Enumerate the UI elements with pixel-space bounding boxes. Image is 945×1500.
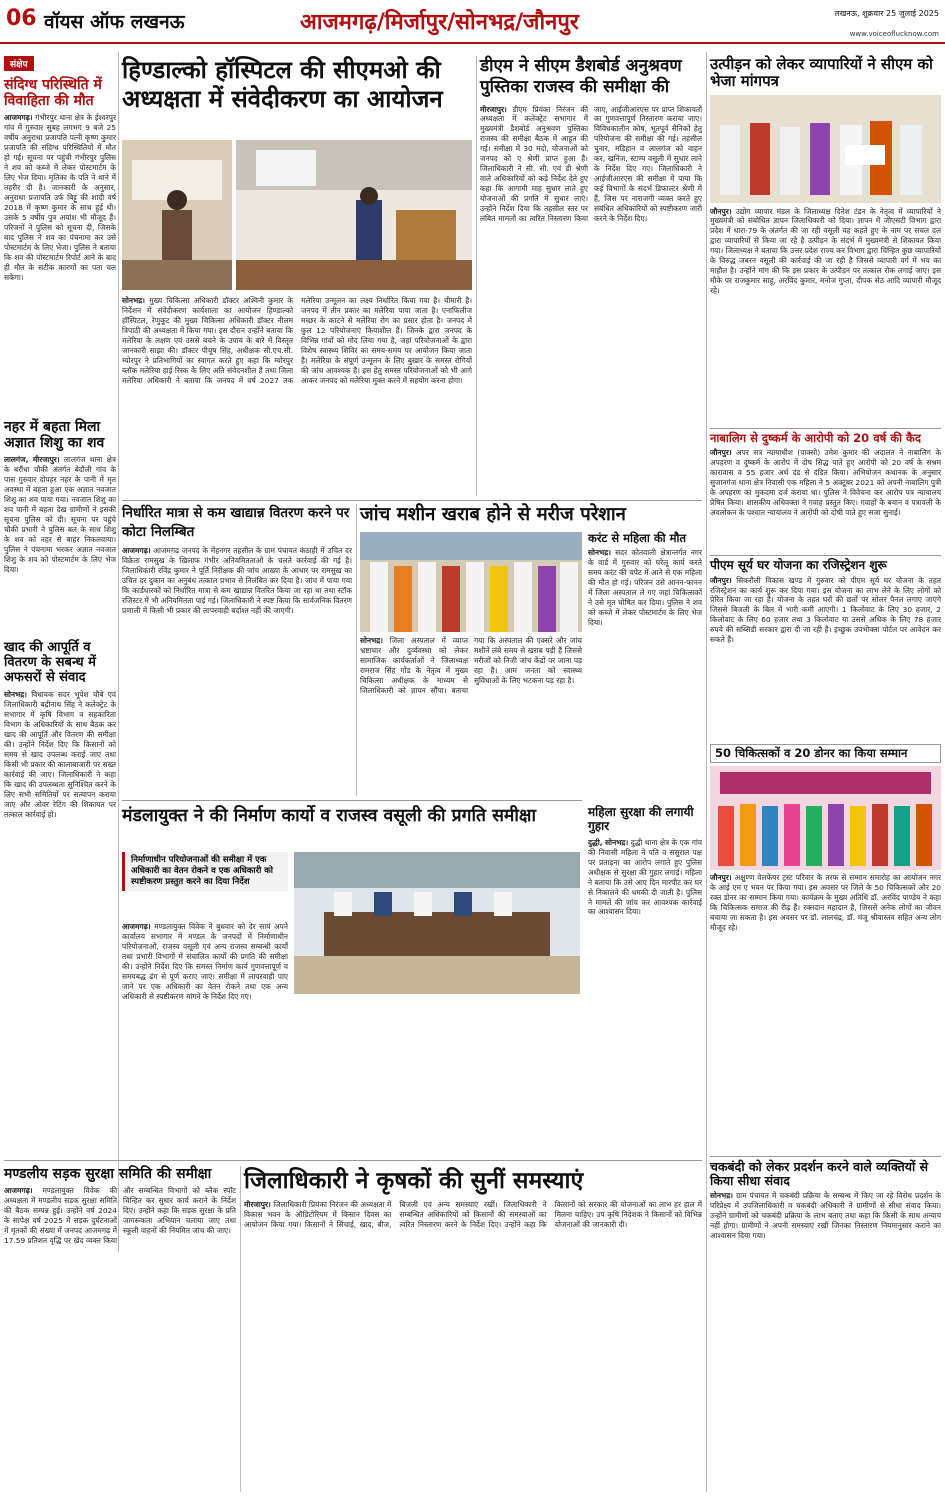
story-body [588, 548, 702, 668]
story-doctors-honoured [710, 744, 941, 1153]
story-dateline: सोनभद्र। [4, 690, 27, 700]
story-headline: खाद की आपूर्ति व वितरण के सबन्ध में अफसरों से संवाद [4, 640, 96, 686]
story-text: डीएम प्रियंका निरंजन की अध्यक्षता में कलेक्ट्रेट सभागार में मुख्यमंत्री डैशबोर्ड अनुश्रवण पुस्तिका राजस्व की समीक्षा बैठक में आहूत की गई। समीक्षा में 30 मदो, योजनाओं को जनपद को ए श्रेणी प्राप्त हुआ है। जिलाधिकारी ने सी. सी. एवं डी श्रेणी वाले अधिकारियों को कड़े निर्देश देते हुए कहा कि आगामी माह सुधार लाते हुए योजनाओं की प्रगति में सुधार लाएं। उन्होंने निर्देश दिया कि तहसील स्तर पर लंबित मामलों का त्वरित निस्तारण किया जाए, आईजीआरएस पर प्राप्त शिकायतों का गुणवत्तापूर्ण निस्तारण कराया जाए। विविधकालीन कोष, भूतपूर्व सैनिकों हेतु परियोजना की समीक्षा की गई। तहसील चुनार, मड़िहान व लालगंज को वाहन कर, खनिज, स्टाम्प वसूली में सुधार लाने के निर्देश दिए गए। जिलाधिकारी ने आईजीआरएस की समीक्षा में पाया कि कई विभागों के संदर्भ डिफाल्टर श्रेणी में हैं, जिस पर नाराजगी व्यक्त करते हुए संबंधित अधिकारियों को स्पष्टीकरण जारी करने के निर्देश दिए। [480, 104, 702, 224]
story-text: आजमगढ़ जनपद के मेंहनगर तहसील के ग्राम पंचायत कंठाही में उचित दर विक्रेता रामसुख के खिलाफ गंभीर अनियमितताओं के चलते कार्रवाई की गई है। जिलाधिकारी रविंद्र कुमार ने पूर्ति निरीक्षक की जांच आख्या के आधार पर रामसुख का उचित दर दुकान का अनुबंध तत्काल प्रभाव से निलंबित कर दिया है। जांच में पाया गया कि कार्डधारकों को निर्धारित मात्रा से कम खाद्यान्न वितरित किया जा रहा था तथा स्टॉक रजिस्टर में भी अनियमितता पाई गई। जिलाधिकारी ने स्पष्ट किया कि सार्वजनिक वितरण प्रणाली में किसी भी प्रकार की लापरवाही बर्दाश्त नहीं की जाएगी। [122, 545, 352, 615]
website: www.voiceoflucknow.com [849, 30, 939, 38]
section-divider [4, 1160, 702, 1161]
story-text: मण्डलायुक्त विवेक ने बुधवार को देर सायं अपने कार्यालय सभागार में मण्डल के जनपदों में निर्माणाधीन परियोजनाओं, राजस्व वसूली एवं अन्य राजस्व सम्बन्धी कार्यों तथा प्रभारी विभागों में संचालित कार्यों की प्रगति की समीक्षा की। उन्होंने निर्देश दिए कि समस्त निर्माण कार्य गुणवत्तापूर्ण व समयबद्ध ढंग से पूर्ण कराए जाएं। समीक्षा में लापरवाही पाए जाने पर एक अधिकारी का वेतन रोकने तथा एक अन्य अधिकारी से स्पष्टीकरण मांगने के निर्देश दिए गए। [122, 922, 288, 1001]
story-body [4, 455, 116, 635]
story-body [480, 105, 702, 475]
story-headline: करंट से महिला की मौत [588, 531, 687, 545]
story-headline: डीएम ने सीएम डैशबोर्ड अनुश्रवण पुस्तिका राजस्व की समीक्षा की [480, 56, 682, 98]
story-body [710, 207, 941, 425]
story-headline: चकबंदी को लेकर प्रदर्शन करने वाले व्यक्तियों से किया सीधा संवाद [710, 1158, 929, 1189]
story-dateline: लालगंज, मीरजापुर। [4, 455, 60, 465]
photo-meeting [294, 852, 580, 994]
story-text: मण्डलायुक्त विवेक की अध्यक्षता में मण्डलीय सड़क सुरक्षा समिति की बैठक सम्पन्न हुई। उन्होंने वर्ष 2024 के सापेक्ष वर्ष 2025 में सड़क दुर्घटनाओं में मृतकों की संख्या में जनपद आजमगढ़ में 17.59 प्रतिशत वृद्धि पर खेद व्यक्त किया और सम्बन्धित विभागों को ब्लैक स्पॉट चिन्हित कर सुधार कार्य कराने के निर्देश दिए। उन्होंने कहा कि सड़क सुरक्षा के प्रति जागरूकता अभियान चलाया जाए तथा स्कूली वाहनों की नियमित जांच की जाए। [4, 1186, 236, 1246]
story-text: अक्षुण्ण वेलफेयर ट्रस्ट परिवार के तरफ से सम्मान समारोह का आयोजन नगर के आई एम ए भवन पर किया गया। इस अवसर पर जिले के 50 चिकित्सकों और 20 रक्त डोनर का सम्मान किया गया। कार्यक्रम के मुख्य अतिथि डॉ. अरविंद पाण्डेय ने कहा कि चिकित्सक समाज की रीढ़ हैं। रक्तदान महादान है, जिससे अनेक लोगों का जीवन बचाया जा सकता है। इस अवसर पर डॉ. लालचंद्र, डॉ. मंजू श्रीवास्तव सहित अन्य लोग मौजूद रहे। [710, 872, 941, 932]
lead-story-hindalco [122, 56, 472, 496]
story-dateline: जौनपुर। [710, 206, 732, 216]
story-dateline: दुद्धी, सोनभद्र। [588, 837, 629, 847]
right-column [710, 56, 941, 1496]
story-text: गंभीरपुर थाना क्षेत्र के ईश्वरपुर गांव में गुरुवार सुबह लगभग 9 बजे 25 वर्षीय अनुराधा प्रजापति पत्नी कृष्ण कुमार प्रजापति की संदिग्ध परिस्थितियों में मौत हो गई। सूचना पर पहुंची गंभीरपुर पुलिस ने शव को कब्जे में लेकर पोस्टमार्टम के लिए भेज दिया। मृतिका के पति ने थाने में तहरीर दी है। जानकारी के अनुसार, अनुराधा प्रजापति उर्फ बिट्टू की शादी वर्ष 2018 में कृष्ण कुमार के साथ हुई थी। उसके 5 वर्षीय पुत्र अयांश भी मौजूद हैं। परिजनों ने पुलिस को सूचना दी, जिसके बाद पुलिस ने शव का पंचनामा कर उसे पोस्टमार्टम के लिए भेजा। पुलिस ने बताया कि शव की पोस्टमार्टम रिपोर्ट आने के बाद ही मौत के सटीक कारणों का पता चल सकेगा। [4, 113, 116, 282]
story-body [710, 1191, 941, 1369]
column-rule [706, 52, 707, 1492]
story-traders-memo [710, 56, 941, 425]
story-commissioner-review [122, 806, 580, 1156]
story-headline: जांच मशीन खराब होने से मरीज परेशान [360, 504, 626, 525]
story-divider [710, 1156, 941, 1157]
story-infant-body [4, 419, 116, 635]
photo-protest [360, 532, 582, 632]
story-dateline: आजमगढ़। [4, 1186, 33, 1196]
story-farmers-grievances [244, 1168, 702, 1492]
story-dateline: सोनभद्र। [360, 636, 383, 645]
story-text: दुद्धी थाना क्षेत्र के एक गांव की निवासी महिला ने पति व ससुराल पक्ष पर प्रताड़ना का आरोप लगाते हुए पुलिस अधीक्षक से सुरक्षा की गुहार लगाई। महिला ने बताया कि उसे आए दिन मारपीट कर घर से निकालने की धमकी दी जाती है। पुलिस ने मामले की जांच कर आवश्यक कार्रवाई का आश्वासन दिया। [588, 837, 702, 917]
story-dateline: सोनभद्र। [710, 1191, 733, 1201]
story-dateline: जौनपुर। [710, 575, 732, 585]
story-body [4, 690, 116, 1145]
story-dateline: आजमगढ़। [122, 545, 151, 555]
story-text: सदर कोतवाली क्षेत्रान्तर्गत नगर के वार्ड में गुरुवार को घरेलू कार्य करते समय करंट की चपेट में आने से एक महिला की मौत हो गई। परिजन उसे आनन-फानन में जिला अस्पताल ले गए जहां चिकित्सकों ने उसे मृत घोषित कर दिया। पुलिस ने शव को कब्जे में लेकर पोस्टमार्टम के लिए भेज दिया। [588, 548, 702, 628]
story-headline: नाबालिग से दुष्कर्म के आरोपी को 20 वर्ष की कैद [710, 430, 921, 445]
photo-audience [236, 140, 472, 290]
story-body [122, 296, 472, 492]
story-text: अपर सत्र न्यायाधीश (पाक्सो) उमेश कुमार की अदालत ने नाबालिग के अपहरण व दुष्कर्म के आरोप में दोष सिद्ध पाते हुए आरोपी को 20 वर्ष के सश्रम कारावास व 55 हजार अर्थ दंड से दंडित किया। अभियोजन कथानक के अनुसार सुजानगंज थाना क्षेत्र निवासी एक महिला ने 5 अक्टूबर 2021 को अपनी नाबालिग पुत्री के अपहरण का मुकदमा दर्ज कराया था। पुलिस ने विवेचना कर आरोप पत्र न्यायालय प्रेषित किया। शासकीय अधिवक्ता ने गवाह प्रस्तुत किए। गवाहों के बयान व पत्रावली के अवलोकन के पश्चात न्यायालय ने आरोपी को दोषी पाते हुए सजा सुनाई। [710, 447, 941, 517]
column-rule [356, 504, 357, 796]
column-rule [476, 56, 477, 496]
story-ration-quota [122, 504, 352, 796]
story-body [4, 113, 116, 413]
story-text: मुख्य चिकित्सा अधिकारी डॉक्टर अश्विनी कुमार के निर्देशन में संवेदीकरण कार्यशाला का आयोजन हिण्डाल्को हॉस्पिटल, रेणुकूट की मुख्य चिकित्सा अधिकारी डॉक्टर नीलम त्रिपाठी की अध्यक्षता में किया गया। इस दौरान उन्होंने बताया कि मलेरिया के लक्षण एवं उससे बचने के उपाय के बारे में विस्तृत जानकारी साझा की। डॉक्टर पीयूष सिंह, अधीक्षक सी.एच.सी. म्योरपुर ने प्रतिभागियों का स्वागत करते हुए कहा कि म्योरपुर ब्लॉक मलेरिया हाई रिस्क के लिए अति संवेदनशील है तथा जिला मलेरिया अधिकारी ने बताया कि जनपद में वर्ष 2027 तक मलेरिया उन्मूलन का लक्ष्य निर्धारित किया गया है। चीमारी है। जनपद में तीन प्रकार का मलेरिया पाया जाता है। एनाफिलीज मच्छर के काटने से मलेरिया रोग का प्रसार होता है। जनपद में कुल 12 परियोजनाएं कियाशील हैं। जिनके द्वारा जनपद के विभिन्न गांवों को मोद लिया गया है, जहां परियोजनाओं के द्वारा विशेष स्वास्थ्य शिविर का समय-समय पर आयोजन किया जाता है। मलेरिया के संपूर्ण उन्मूलन के लिए बुखार के समस्त रोगियों की जांच आवश्यक है। इस हेतु समस्त परियोजनाओं को भी आगे आकर जनपद को मलेरिया मुक्त करने में सहयोग करना होगा। [122, 296, 472, 385]
story-text: विधायक सदर भूपेश चौबे एवं जिलाधिकारी बद्रीनाथ सिंह ने कलेक्ट्रेट के सभागार में कृषि विभाग व सहकारिता विभाग के अधिकारियों के साथ बैठक कर खाद की आपूर्ति और वितरण की समीक्षा की। उन्होंने निर्देश दिए कि किसानों को समय से खाद उपलब्ध कराई जाए तथा किसी भी प्रकार की कालाबाजारी पर सख्त कार्रवाई की जाए। जिलाधिकारी ने कहा कि खाद की उपलब्धता सुनिश्चित करने के लिए सभी समितियों पर सत्यापन कराया जाए और ओवर रेटिंग की शिकायत पर तत्काल कार्रवाई हो। [4, 690, 116, 819]
story-body [4, 1186, 236, 1472]
story-headline: उत्पीड़न को लेकर व्यापारियों ने सीएम को भेजा मांगपत्र [710, 55, 933, 91]
story-headline: 50 चिकित्सकों व 20 डोनर का किया सम्मान [710, 744, 941, 763]
photo-workshop [122, 140, 232, 290]
story-headline: संदिग्ध परिस्थिति में विवाहिता की मौत [4, 77, 102, 110]
story-body [710, 448, 941, 552]
story-body [710, 873, 941, 1153]
story-dateline: सोनभद्र। [588, 548, 611, 558]
story-divider [710, 428, 941, 429]
story-dateline: जौनपुर। [710, 447, 732, 457]
column-rule [240, 1166, 241, 1492]
story-dateline: मीरजापुर। [480, 104, 507, 114]
story-consolidation-protest [710, 1160, 941, 1370]
story-dateline: आजमगढ़। [122, 922, 151, 931]
story-fertilizer [4, 641, 116, 1145]
story-text: उद्योग व्यापार मंडल के जिलाध्यक्ष दिनेश टंडन के नेतृत्व में व्यापारियों ने मुख्यमंत्री को संबोधित ज्ञापन जिलाधिकारी को दिया। ज्ञापन में जीएसटी विभाग द्वारा प्रदेश में धारा-79 के अंतर्गत की जा रही वसूली यह कहते हुए के नाम पर सचल दल द्वारा व्यापारियों से किया जा रहे है उत्पीड़न के संदर्भ में मुख्यमंत्री से शिकायत किया गया। जिलाध्यक्ष ने बताया कि उत्तर प्रदेश राज्य कर विभाग द्वारा चिन्हित कुछ व्यापारियों के विरुद्ध जबरन वसूली की कार्रवाई की जा रही है जिससे व्यापारी वर्ग में भय का माहौल है। उन्होंने मांग की कि इस प्रकार के उत्पीड़न पर तत्काल रोक लगाई जाए। इस मौके पर राजकुमार साहू, अरविंद कुमार, मनोज गुप्ता, दीपक सेठ आदि व्यापारी मौजूद रहे। [710, 206, 941, 296]
story-headline: मण्डलीय सड़क सुरक्षा समिति की समीक्षा [4, 1166, 212, 1182]
story-dateline: सोनभद्र। [122, 296, 145, 305]
story-text: सिकरौली विकास खण्ड में गुरुवार को पीएम सूर्य घर योजना के तहत रजिस्ट्रेशन का कार्य शुरू कर दिया गया। इस योजना का लाभ लेने के लिए लोगों को प्रेरित किया जा रहा है। योजना के तहत घरों की छतों पर सोलर पैनल लगाए जाएंगे जिससे बिजली के बिल में भारी कमी आएगी। 1 किलोवाट के लिए 30 हजार, 2 किलोवाट के लिए 60 हजार तथा 3 किलोवाट या उससे अधिक के लिए 78 हजार रुपये की सब्सिडी सरकार द्वारा दी जा रही है। इच्छुक उपभोक्ता पोर्टल पर आवेदन कर सकते हैं। [710, 575, 941, 645]
lead-story-dm-dashboard [480, 56, 702, 496]
story-pocso-verdict [710, 432, 941, 552]
story-headline: हिण्डाल्को हॉस्पिटल की सीएमओ की अध्यक्षता में संवेदीकरण का आयोजन [122, 56, 443, 113]
story-dateline: मीरजापुर। [244, 1200, 271, 1210]
page-number: 06 [6, 6, 37, 31]
story-body [588, 838, 702, 1138]
story-body [244, 1200, 702, 1484]
story-surya-ghar [710, 559, 941, 744]
story-dateline: आजमगढ़। [4, 113, 33, 123]
story-electrocution [588, 532, 702, 672]
photo-traders [710, 95, 941, 203]
section-tag: संक्षेप [4, 56, 34, 71]
story-body [122, 546, 352, 782]
story-headline: महिला सुरक्षा की लगायी गुहार [588, 805, 694, 833]
paper-name: वॉयस ऑफ लखनऊ [44, 11, 185, 33]
story-dateline: जौनपुर। [710, 872, 732, 882]
story-headline: जिलाधिकारी ने कृषकों की सुनीं समस्याएं [244, 1168, 584, 1194]
story-text: जिलाधिकारी प्रियंका निरंजन की अध्यक्षता में विकास भवन के ऑडिटोरियम में किसान दिवस का आयोजन किया गया। किसानों ने सिंचाई, खाद, बीज, बिजली एवं अन्य समस्याएं रखीं। जिलाधिकारी ने सम्बन्धित अधिकारियों को किसानों की समस्याओं का त्वरित निस्तारण करने के निर्देश दिए। उन्होंने कहा कि किसानों को सरकार की योजनाओं का लाभ हर हाल में मिलना चाहिए। उप कृषि निदेशक ने किसानों को विभिन्न योजनाओं की जानकारी दी। [244, 1200, 702, 1230]
masthead [0, 0, 945, 44]
column-rule [118, 52, 119, 1252]
section-divider [122, 800, 582, 801]
story-text: जिला अस्पताल में व्याप्त भ्रष्टाचार और दुर्व्यवस्था को लेकर सामाजिक कार्यकर्ताओं ने जिलाध्यक्ष रामराज सिंह गोंड के नेतृत्व में मुख्य चिकित्सा अधीक्षक के माध्यम से जिलाधिकारी को ज्ञापन सौंपा। बताया गया कि अस्पताल की एक्सरे और जांच मशीनें लंबे समय से खराब पड़ी हैं जिससे मरीजों को निजी जांच केंद्रों पर जाना पड़ रहा है। आम जनता को स्वास्थ्य सुविधाओं के लिए भटकना पड़ रहा है। [360, 636, 582, 695]
story-married-woman-death [4, 77, 116, 413]
region-banner: आजमगढ़/मिर्जापुर/सोनभद्र/जौनपुर [300, 10, 579, 35]
issue-date: लखनऊ, शुक्रवार 25 जुलाई 2025 [834, 9, 939, 18]
story-headline: निर्धारित मात्रा से कम खाद्यान्न वितरण करने पर कोटा निलम्बित [122, 505, 350, 540]
story-text: लालगंज थाना क्षेत्र के बरौंधा चौकी अंतर्गत बेदौली गांव के पास गुरुवार दोपहर नहर के पानी में मृत अवस्था में बहता हुआ एक अज्ञात नवजात शिशु का शव पाया गया। नवजात शिशु का शव पानी में बहता देख ग्रामीणों ने इसकी सूचना पुलिस को दी। सूचना पर पहुंचे चौकी प्रभारी ने पुलिस बल के साथ शिशु के शव को नहर से बाहर निकलवाया। पुलिस ने पंचनामा भरकर अज्ञात नवजात शिशु के शव को पोस्टमार्टम के लिए भेज दिया। [4, 455, 116, 575]
story-headline: नहर में बहता मिला अज्ञात शिशु का शव [4, 419, 105, 452]
story-machine-fault [360, 504, 702, 794]
story-road-safety [4, 1166, 236, 1492]
section-divider [122, 500, 702, 501]
story-headline: मंडलायुक्त ने की निर्माण कार्यो व राजस्व वसूली की प्रगति समीक्षा [122, 806, 536, 826]
story-women-safety [588, 806, 702, 1156]
story-deck: निर्माणाधीन परियोजनाओं की समीक्षा में एक अधिकारी का वेतन रोकने व एक अधिकारी को स्पष्टीकरण प्रस्तुत करने का दिया निर्देश [122, 852, 288, 891]
photo-doctors [710, 766, 941, 870]
story-body [710, 576, 941, 744]
story-divider [710, 555, 941, 556]
story-body [122, 922, 288, 1154]
story-body [360, 636, 582, 792]
story-text: ग्राम पंचायत में चकबंदी प्रक्रिया के सम्बन्ध में किए जा रहे विरोध प्रदर्शन के परिप्रेक्ष्य में उपजिलाधिकारी व चकबंदी अधिकारी ने ग्रामीणों से सीधा संवाद किया। उन्होंने ग्रामीणों को चकबंदी प्रक्रिया के लाभ बताए तथा कहा कि किसी के साथ अन्याय नहीं होगा। ग्रामीणों ने अपनी समस्याएं रखीं जिनका निस्तारण नियमानुसार कराने का आश्वासन दिया गया। [710, 1191, 941, 1241]
story-headline: पीएम सूर्य घर योजना का रजिस्ट्रेशन शुरू [710, 557, 887, 572]
